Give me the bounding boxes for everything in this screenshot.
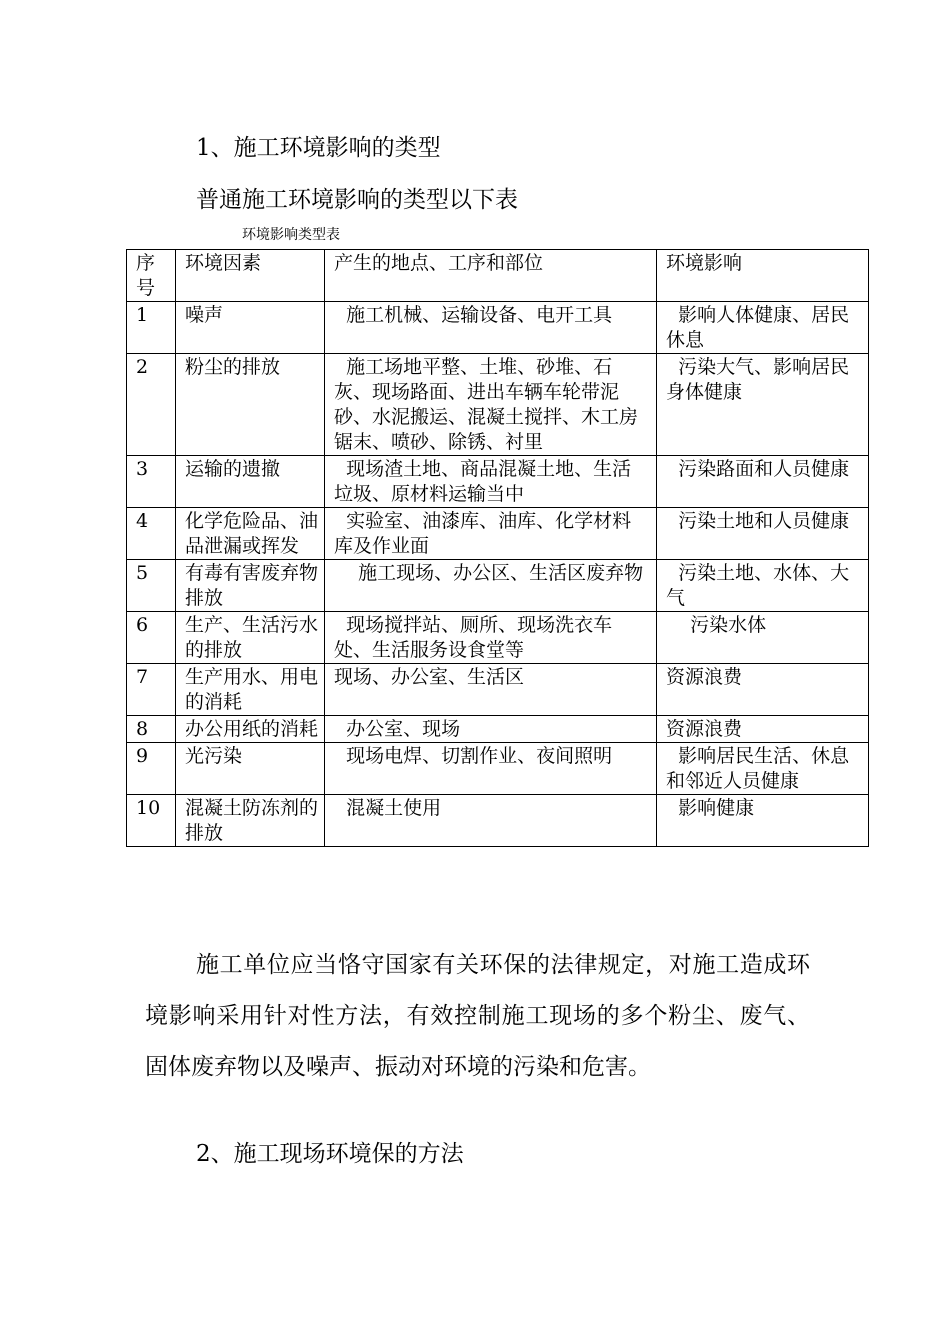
- row-no: 1: [127, 302, 176, 354]
- row-factor: 化学危险品、油品泄漏或挥发: [176, 508, 325, 560]
- row-no: 3: [127, 456, 176, 508]
- row-location: 办公室、现场: [325, 716, 657, 743]
- section-2-title: 2、施工现场环境保的方法: [196, 1141, 464, 1167]
- row-factor: 噪声: [176, 302, 325, 354]
- body-paragraph: 施工单位应当恪守国家有关环保的法律规定，对施工造成环境影响采用针对性方法，有效控制施工现场的多个粉尘、废气、固体废弃物以及噪声、振动对环境的污染和危害。: [145, 952, 810, 1080]
- row-factor: 生产、生活污水的排放: [176, 612, 325, 664]
- row-factor: 混凝土防冻剂的排放: [176, 795, 325, 847]
- row-no: 6: [127, 612, 176, 664]
- table-row: [127, 612, 869, 664]
- row-no: 10: [127, 795, 176, 847]
- row-location: 实验室、油漆库、油库、化学材料库及作业面: [325, 508, 657, 560]
- row-location: 施工现场、办公区、生活区废弃物: [325, 560, 657, 612]
- section-1-title: 1、施工环境影响的类型: [196, 135, 441, 161]
- table-row: [127, 743, 869, 795]
- row-no: 8: [127, 716, 176, 743]
- row-location: 现场渣土地、商品混凝土地、生活垃圾、原材料运输当中: [325, 456, 657, 508]
- header-no: 序号: [127, 250, 176, 302]
- row-impact: 资源浪费: [657, 664, 869, 716]
- row-location: 现场搅拌站、厕所、现场洗衣车处、生活服务设食堂等: [325, 612, 657, 664]
- row-factor: 有毒有害废弃物排放: [176, 560, 325, 612]
- row-factor: 生产用水、用电的消耗: [176, 664, 325, 716]
- row-no: 7: [127, 664, 176, 716]
- row-location: 现场电焊、切割作业、夜间照明: [325, 743, 657, 795]
- row-factor: 光污染: [176, 743, 325, 795]
- table-header-row: [127, 250, 869, 302]
- table-row: [127, 795, 869, 847]
- row-location: 施工机械、运输设备、电开工具: [325, 302, 657, 354]
- row-factor: 粉尘的排放: [176, 354, 325, 456]
- header-location: 产生的地点、工序和部位: [325, 250, 657, 302]
- environment-impact-table: [126, 249, 869, 847]
- row-no: 4: [127, 508, 176, 560]
- row-impact: 污染路面和人员健康: [657, 456, 869, 508]
- table-caption: 环境影响类型表: [242, 227, 340, 243]
- intro-text: 普通施工环境影响的类型以下表: [196, 187, 518, 213]
- table-row: [127, 302, 869, 354]
- row-location: 混凝土使用: [325, 795, 657, 847]
- row-no: 9: [127, 743, 176, 795]
- table-row: [127, 664, 869, 716]
- row-impact: 污染大气、影响居民身体健康: [657, 354, 869, 456]
- row-impact: 污染土地和人员健康: [657, 508, 869, 560]
- row-factor: 运输的遗撤: [176, 456, 325, 508]
- row-no: 5: [127, 560, 176, 612]
- row-impact: 影响人体健康、居民休息: [657, 302, 869, 354]
- table-row: [127, 354, 869, 456]
- header-factor: 环境因素: [176, 250, 325, 302]
- row-impact: 污染水体: [657, 612, 869, 664]
- row-impact: 资源浪费: [657, 716, 869, 743]
- table-row: [127, 716, 869, 743]
- row-location: 现场、办公室、生活区: [325, 664, 657, 716]
- row-impact: 影响健康: [657, 795, 869, 847]
- table-row: [127, 508, 869, 560]
- row-no: 2: [127, 354, 176, 456]
- row-factor: 办公用纸的消耗: [176, 716, 325, 743]
- table-row: [127, 560, 869, 612]
- table-row: [127, 456, 869, 508]
- row-impact: 影响居民生活、休息和邻近人员健康: [657, 743, 869, 795]
- header-impact: 环境影响: [657, 250, 869, 302]
- row-impact: 污染土地、水体、大气: [657, 560, 869, 612]
- row-location: 施工场地平整、土堆、砂堆、石灰、现场路面、进出车辆车轮带泥砂、水泥搬运、混凝土搅拌、木工房锯末、喷砂、除锈、衬里: [325, 354, 657, 456]
